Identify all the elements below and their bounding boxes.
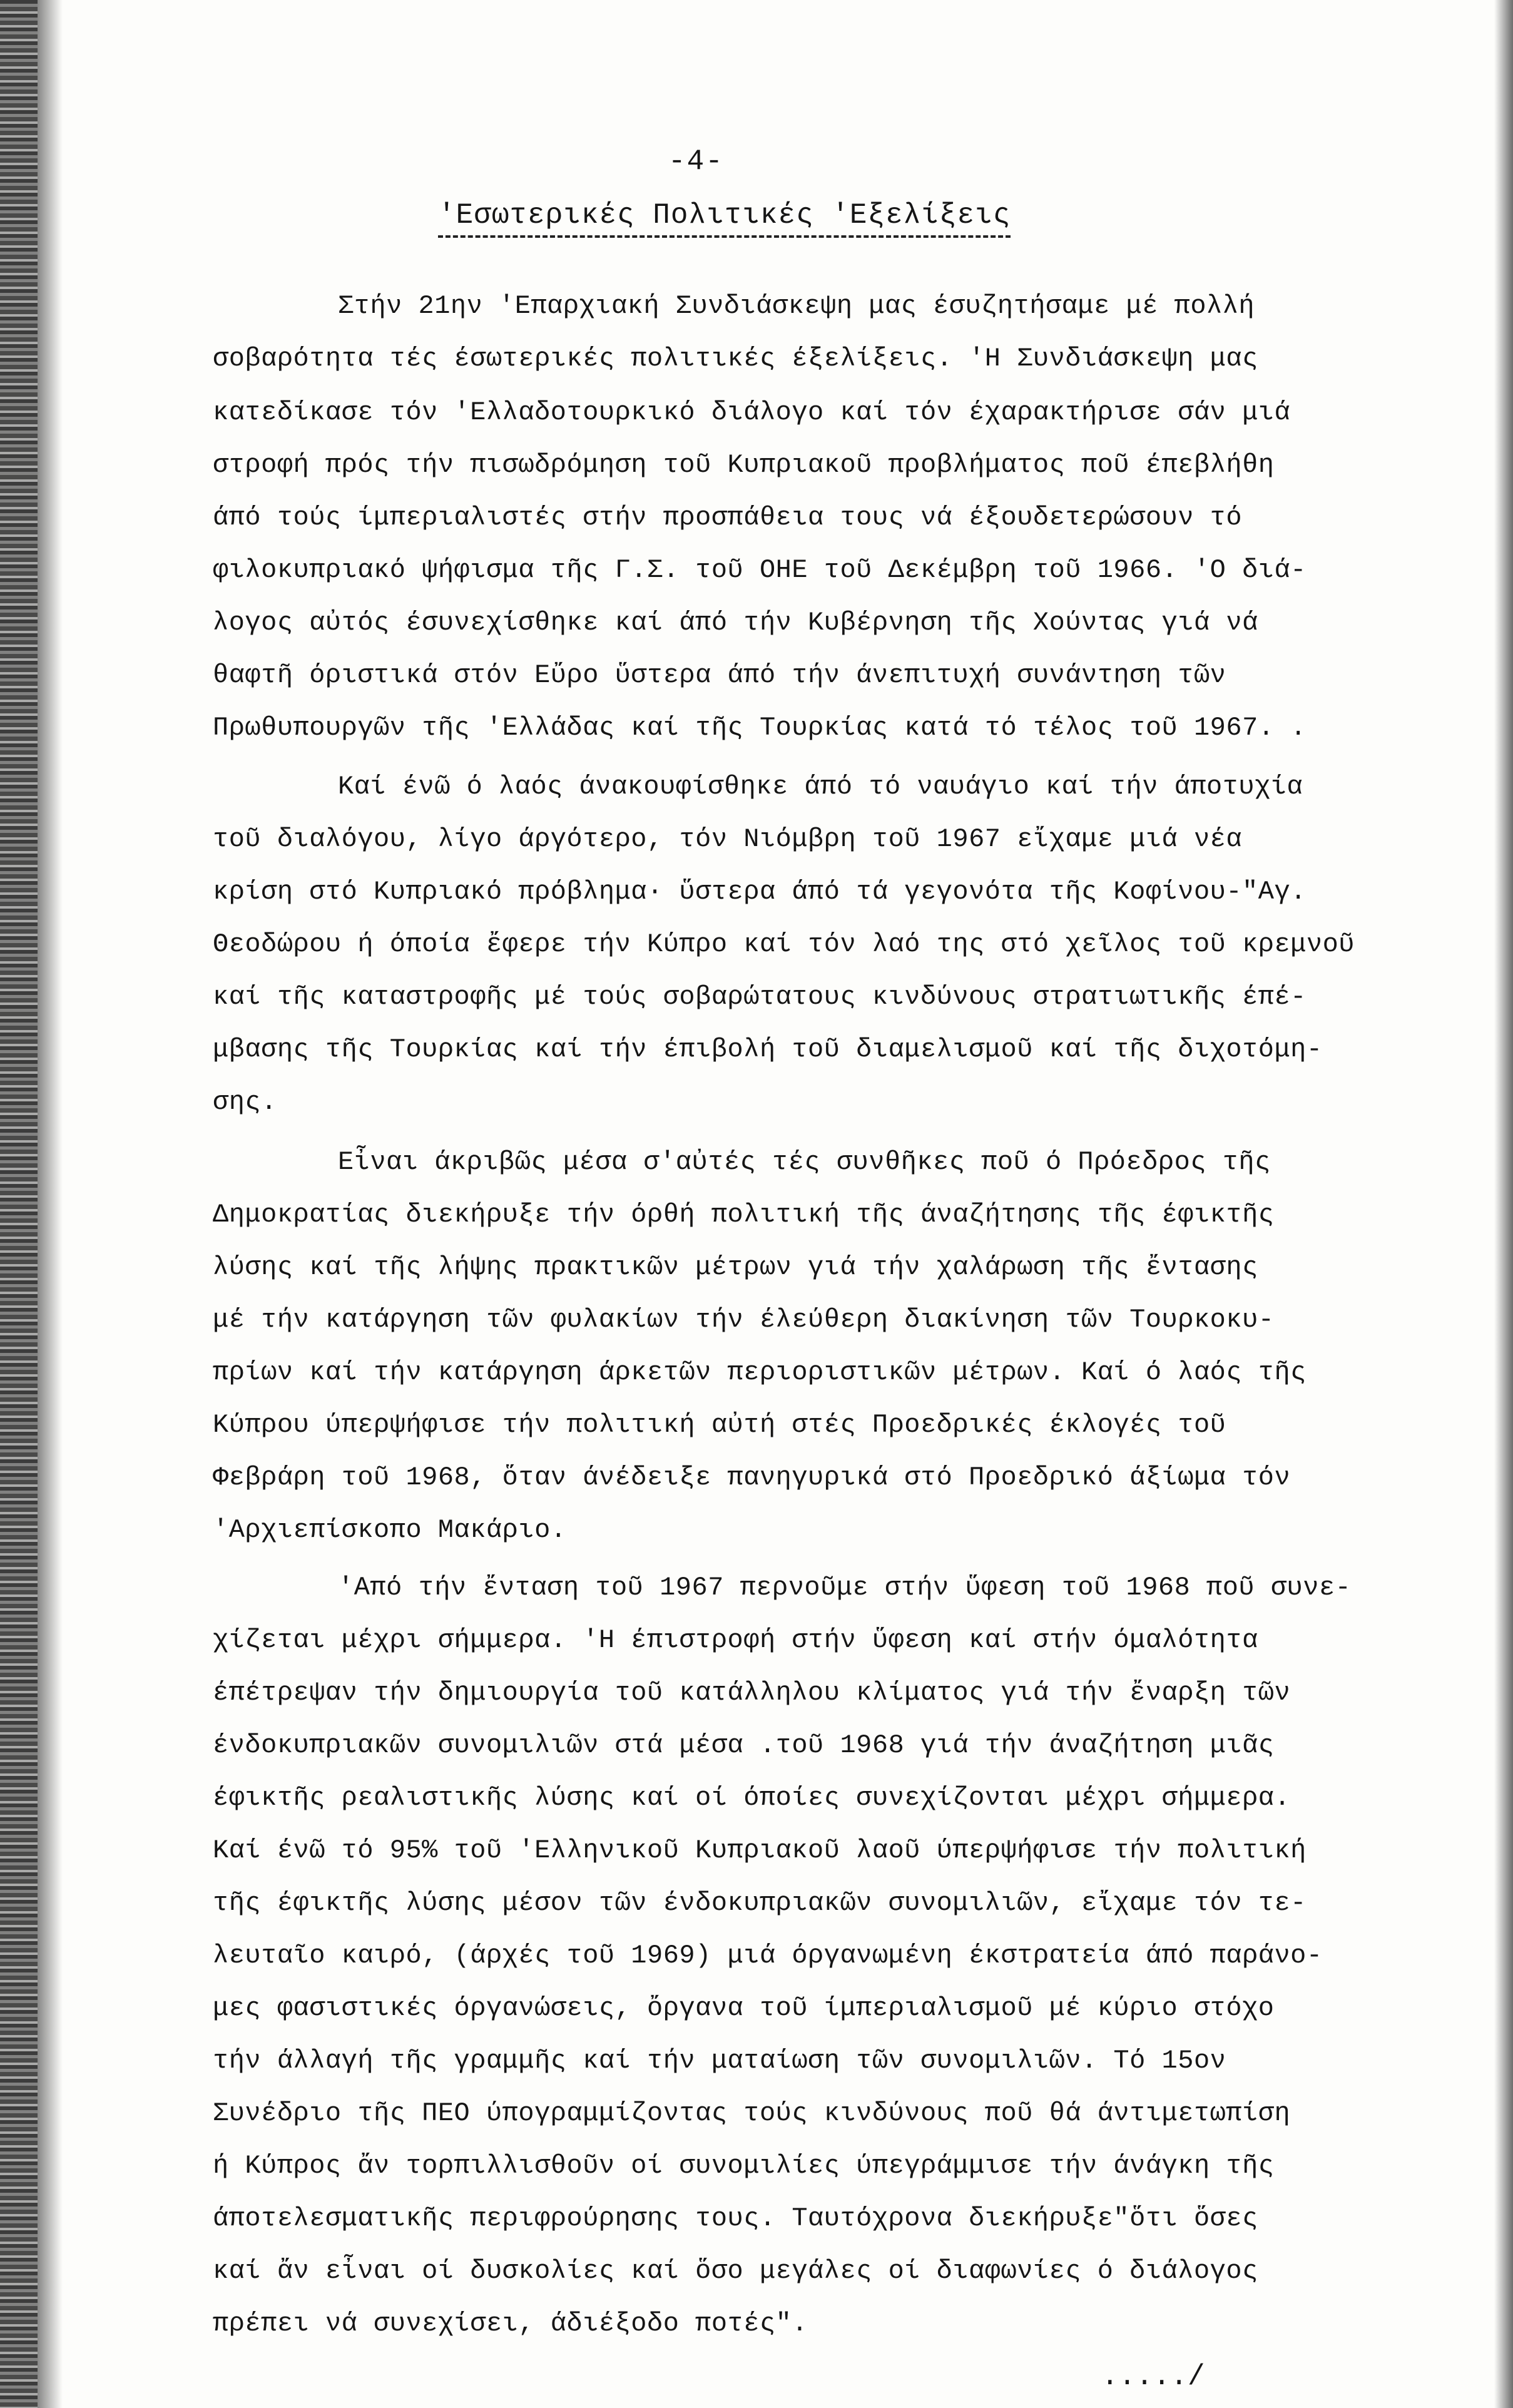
text-line: φιλοκυπριακό ψήφισμα τῆς Γ.Σ. τοῦ ΟΗΕ τοῦ Δεκέμβρη τοῦ 1966. 'Ο διά- — [213, 555, 1307, 585]
text-line: έφικτῆς ρεαλιστικῆς λύσης καί οί όποίες συνεχίζονται μέχρι σήμμερα. — [213, 1783, 1291, 1813]
text-line: τήν άλλαγή τῆς γραμμῆς καί τήν ματαίωση τῶν συνομιλιῶν. Τό 15ον — [213, 2046, 1226, 2076]
text-line: πρίων καί τήν κατάργηση άρκετῶν περιοριστικῶν μέτρων. Καί ό λαός τῆς — [213, 1357, 1307, 1387]
text-line: ή Κύπρος ἄν τορπιλλισθοῦν οί συνομιλίες ύπεγράμμισε τήν άνάγκη τῆς — [213, 2151, 1275, 2181]
scan-shadow — [38, 0, 63, 2408]
text-line: καί τῆς καταστροφῆς μέ τούς σοβαρώτατους κινδύνους στρατιωτικῆς έπέ- — [213, 982, 1307, 1012]
text-line: Πρωθυπουργῶν τῆς 'Ελλάδας καί τῆς Τουρκίας κατά τό τέλος τοῦ 1967. . — [213, 713, 1307, 743]
text-line: θαφτῆ όριστικά στόν Εὔρο ὕστερα άπό τήν άνεπιτυχή συνάντηση τῶν — [213, 660, 1226, 690]
text-line: Στήν 21ην 'Επαρχιακή Συνδιάσκεψη μας έσυζητήσαμε μέ πολλή — [338, 291, 1255, 321]
scan-binding-edge — [0, 0, 38, 2408]
text-line: σης. — [213, 1087, 277, 1117]
text-line: ένδοκυπριακῶν συνομιλιῶν στά μέσα .τοῦ 1968 γιά τήν άναζήτηση μιᾶς — [213, 1730, 1275, 1760]
text-line: κατεδίκασε τόν 'Ελλαδοτουρκικό διάλογο καί τόν έχαρακτήρισε σάν μιά — [213, 397, 1291, 427]
text-line: Καί ένῶ ό λαός άνακουφίσθηκε άπό τό ναυάγιο καί τήν άποτυχία — [338, 772, 1303, 802]
text-line: λευταῖο καιρό, (άρχές τοῦ 1969) μιά όργανωμένη έκστρατεία άπό παράνο- — [213, 1941, 1323, 1971]
text-line: Δημοκρατίας διεκήρυξε τήν όρθή πολιτική τῆς άναζήτησης τῆς έφικτῆς — [213, 1200, 1275, 1230]
text-line: άπό τούς ίμπεριαλιστές στήν προσπάθεια τους νά έξουδετερώσουν τό — [213, 503, 1243, 533]
text-line: άποτελεσματικῆς περιφρούρησης τους. Ταυτόχρονα διεκήρυξε"ὅτι ὅσες — [213, 2203, 1258, 2233]
text-line: κρίση στό Κυπριακό πρόβλημα· ὕστερα άπό τά γεγονότα τῆς Κοφίνου-"Αγ. — [213, 877, 1307, 907]
text-line: Εἶναι άκριβῶς μέσα σ'αὐτές τές συνθῆκες ποῦ ό Πρόεδρος τῆς — [338, 1147, 1271, 1177]
text-line: χίζεται μέχρι σήμμερα. 'Η έπιστροφή στήν ὕφεση καί στήν όμαλότητα — [213, 1625, 1258, 1655]
text-line: μβασης τῆς Τουρκίας καί τήν έπιβολή τοῦ διαμελισμοῦ καί τῆς διχοτόμη- — [213, 1034, 1323, 1064]
text-line: Κύπρου ύπερψήφισε τήν πολιτική αὐτή στές Προεδρικές έκλογές τοῦ — [213, 1410, 1226, 1440]
text-line: Συνέδριο τῆς ΠΕΟ ύπογραμμίζοντας τούς κινδύνους ποῦ θά άντιμετωπίση — [213, 2098, 1291, 2128]
text-line: σοβαρότητα τές έσωτερικές πολιτικές έξελίξεις. 'Η Συνδιάσκεψη μας — [213, 344, 1258, 374]
text-line: μέ τήν κατάργηση τῶν φυλακίων τήν έλεύθερη διακίνηση τῶν Τουρκοκυ- — [213, 1305, 1275, 1335]
text-line: λύσης καί τῆς λήψης πρακτικῶν μέτρων γιά τήν χαλάρωση τῆς ἔντασης — [213, 1252, 1258, 1282]
text-line: τοῦ διαλόγου, λίγο άργότερο, τόν Νιόμβρη τοῦ 1967 εἴχαμε μιά νέα — [213, 824, 1243, 854]
text-line: Φεβράρη τοῦ 1968, ὅταν άνέδειξε πανηγυρικά στό Προεδρικό άξίωμα τόν — [213, 1462, 1291, 1492]
text-line: Θεοδώρου ή όποία ἔφερε τήν Κύπρο καί τόν λαό της στό χεῖλος τοῦ κρεμνοῦ — [213, 929, 1355, 959]
continuation-mark: ...../ — [1101, 2360, 1205, 2393]
text-line: στροφή πρός τήν πισωδρόμηση τοῦ Κυπριακοῦ προβλήματος ποῦ έπεβλήθη — [213, 450, 1275, 480]
text-line: πρέπει νά συνεχίσει, άδιέξοδο ποτές". — [213, 2309, 808, 2339]
text-line: καί ἄν εἶναι οί δυσκολίες καί ὅσο μεγάλες οί διαφωνίες ό διάλογος — [213, 2256, 1258, 2286]
text-line: έπέτρεψαν τήν δημιουργία τοῦ κατάλληλου κλίματος γιά τήν ἔναρξη τῶν — [213, 1678, 1291, 1708]
text-line: λογος αὐτός έσυνεχίσθηκε καί άπό τήν Κυβέρνηση τῆς Χούντας γιά νά — [213, 608, 1258, 638]
text-line: μες φασιστικές όργανώσεις, ὄργανα τοῦ ίμπεριαλισμοῦ μέ κύριο στόχο — [213, 1993, 1275, 2023]
text-line: Καί ένῶ τό 95% τοῦ 'Ελληνικοῦ Κυπριακοῦ λαοῦ ύπερψήφισε τήν πολιτική — [213, 1835, 1307, 1865]
text-line: 'Από τήν ἔνταση τοῦ 1967 περνοῦμε στήν ὕφεση τοῦ 1968 ποῦ συνε- — [338, 1573, 1352, 1603]
section-heading: 'Εσωτερικές Πολιτικές 'Εξελίξεις — [438, 199, 1011, 238]
text-line: 'Αρχιεπίσκοπο Μακάριο. — [213, 1515, 567, 1545]
text-line: τῆς έφικτῆς λύσης μέσον τῶν ένδοκυπριακῶν συνομιλιῶν, εἴχαμε τόν τε- — [213, 1888, 1307, 1918]
page-number: -4- — [668, 145, 724, 178]
scan-right-edge — [1494, 0, 1513, 2408]
